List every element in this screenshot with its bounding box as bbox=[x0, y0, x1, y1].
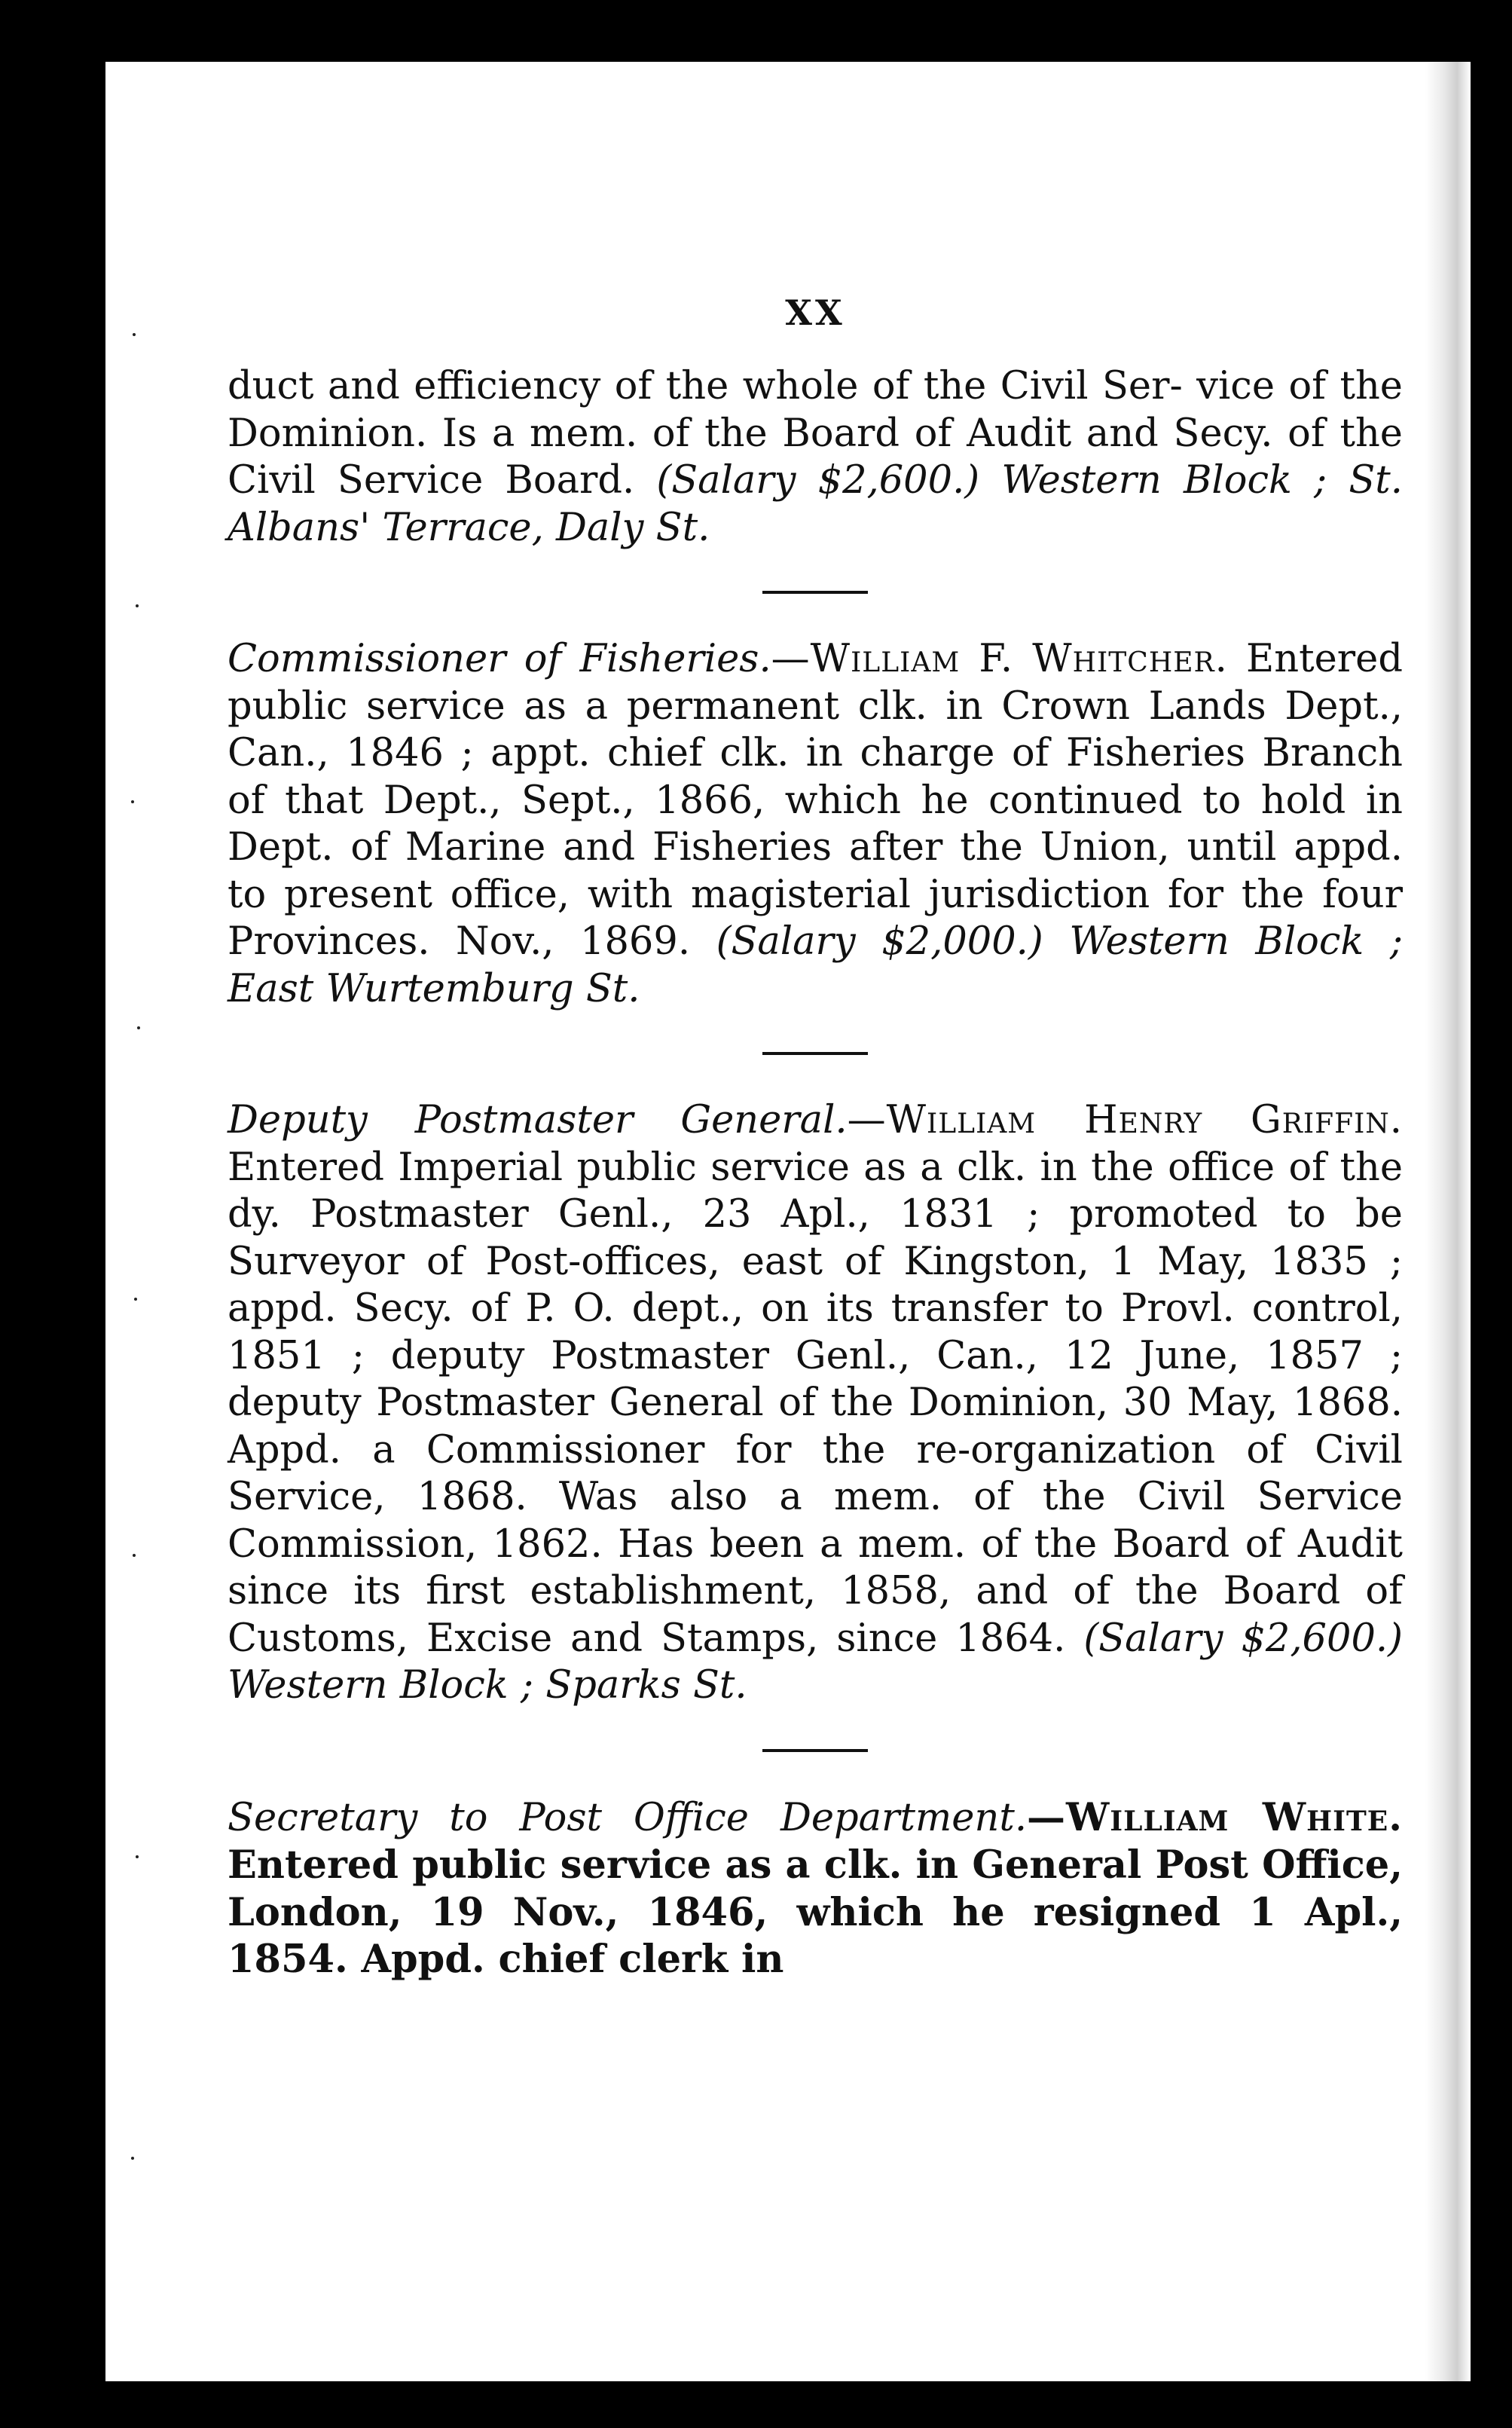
fisheries-salary: (Salary $2,000.) bbox=[716, 919, 1043, 964]
page-number: XX bbox=[785, 292, 845, 333]
page-content bbox=[228, 292, 1403, 1983]
continuation-line-2: vice of the Dominion. Is a mem. of the Board of bbox=[228, 364, 1403, 456]
continuation-address: Western Block ; St. Albans' Terrace, Daly St. bbox=[228, 458, 1403, 550]
section-divider bbox=[762, 591, 868, 594]
section-divider bbox=[762, 1749, 868, 1752]
postmaster-entry bbox=[228, 1097, 1403, 1710]
postmaster-name: —William Henry Griffin. bbox=[847, 1098, 1403, 1142]
post-office-secretary-name: —William White. bbox=[1027, 1794, 1403, 1840]
post-office-secretary-entry bbox=[228, 1794, 1403, 1983]
postmaster-address: Western Block ; Sparks St. bbox=[228, 1663, 747, 1708]
continuation-line-1: duct and efficiency of the whole of the Civil Ser- bbox=[228, 364, 1183, 408]
page-edge-shadow bbox=[1425, 62, 1471, 2381]
fisheries-title: Commissioner of Fisheries. bbox=[228, 637, 771, 681]
postmaster-salary: (Salary $2,600.) bbox=[1083, 1616, 1404, 1661]
margin-specks bbox=[128, 122, 158, 2307]
section-divider bbox=[762, 1052, 868, 1055]
fisheries-entry bbox=[228, 636, 1403, 1013]
continuation-salary: (Salary $2,600.) bbox=[656, 458, 980, 503]
continuation-paragraph bbox=[228, 363, 1403, 552]
fisheries-address: Western Block ; East Wurtemburg St. bbox=[228, 919, 1403, 1011]
postmaster-body: Entered Imperial public service as a clk. in the office of the dy. Postmaster Genl., 23 Apl., 1831 ; promoted to be Surveyor of Post-offices, east of Kingston, 1 May, 1835 ; appd. Secy. of P. O. dept., on its transfer to Provl. control, 1851 ; deputy Postmaster Genl., Can., 12 June, 1857 ; deputy Postmaster General of the Dominion, 30 May, 1868. Appd. a Commissioner for the re-organization of Civil Service, 1868. Was also a mem. of the Civil Service Commission, 1862. Has been a mem. of the Board of Audit since its first establishment, 1858, and of the Board of Customs, Excise and Stamps, since 1864. bbox=[228, 1145, 1403, 1661]
fisheries-name: —William F. Whitcher. bbox=[771, 637, 1228, 681]
postmaster-title: Deputy Postmaster General. bbox=[228, 1098, 848, 1142]
post-office-secretary-body: Entered public service as a clk. in General Post Office, London, 19 Nov., 1846, which he resigned 1 Apl., 1854. Appd. chief clerk in bbox=[228, 1842, 1403, 1982]
fisheries-body: Entered public service as a permanent clk. in Crown Lands Dept., Can., 1846 ; appt. chief clk. in charge of Fisheries Branch of that Dept., Sept., 1866, which he continued to hold in Dept. of Marine and Fisheries after the Union, until appd. to present office, with magisterial jurisdiction for the four Provinces. Nov., 1869. bbox=[228, 637, 1403, 964]
post-office-secretary-title: Secretary to Post Office Department. bbox=[228, 1795, 1028, 1840]
continuation-line-3: Audit and Secy. of the Civil Service Board. bbox=[228, 411, 1403, 503]
